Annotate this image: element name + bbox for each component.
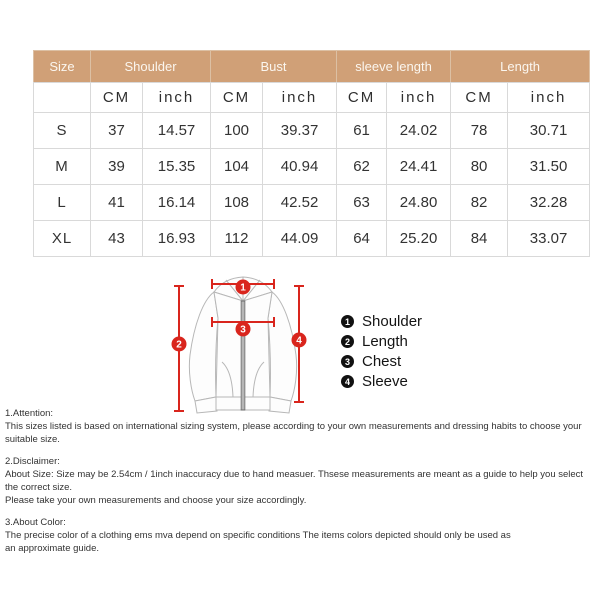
svg-text:3: 3 [240,324,246,336]
table-cell: 16.14 [143,185,211,221]
table-cell: 39 [91,149,143,185]
table-cell: 44.09 [263,221,337,257]
measure-badge-length [172,337,187,352]
size-table [33,50,590,257]
number-4-badge-icon: 4 [341,375,354,388]
table-header-row [34,51,590,83]
table-cell: 63 [337,185,387,221]
jacket-measurement-diagram [168,270,320,422]
table-cell: 61 [337,113,387,149]
unit-cell-empty [34,83,91,113]
table-row-m [34,149,590,185]
table-row-l [34,185,590,221]
svg-text:4: 4 [296,335,302,347]
number-3-badge-icon: 3 [341,355,354,368]
legend-label: Sleeve [362,373,408,390]
measurement-legend [341,312,422,392]
note-attention [5,407,597,446]
table-cell: 82 [451,185,508,221]
number-1-badge-icon: 1 [341,315,354,328]
size-label: L [34,185,91,221]
unit-cell-cm: CM [211,83,263,113]
note-text: Please take your own measurements and choose your size accordingly. [5,495,307,506]
table-cell: 15.35 [143,149,211,185]
svg-text:2: 2 [176,339,182,351]
table-row-xl [34,221,590,257]
measure-badge-shoulder [236,280,251,295]
table-cell: 112 [211,221,263,257]
notes-section [5,407,597,564]
column-header-shoulder: Shoulder [91,51,211,83]
size-label: XL [34,221,91,257]
table-unit-row [34,83,590,113]
size-label: M [34,149,91,185]
table-cell: 24.41 [387,149,451,185]
table-cell: 16.93 [143,221,211,257]
table-cell: 37 [91,113,143,149]
unit-cell-inch: inch [508,83,590,113]
note-text: This sizes listed is based on international sizing system, please according to your own measurements and dressing habits to choose your suitable size. [5,421,582,445]
unit-cell-inch: inch [143,83,211,113]
measure-badge-chest [236,322,251,337]
legend-label: Chest [362,353,402,370]
table-row-s [34,113,590,149]
table-cell: 108 [211,185,263,221]
size-label: S [34,113,91,149]
table-cell: 33.07 [508,221,590,257]
column-header-size: Size [34,51,91,83]
legend-item-length [341,332,422,351]
unit-cell-cm: CM [337,83,387,113]
table-cell: 39.37 [263,113,337,149]
unit-cell-cm: CM [451,83,508,113]
table-cell: 42.52 [263,185,337,221]
legend-item-chest [341,352,422,371]
column-header-sleeve-length: sleeve length [337,51,451,83]
table-cell: 78 [451,113,508,149]
table-cell: 40.94 [263,149,337,185]
column-header-length: Length [451,51,590,83]
table-cell: 14.57 [143,113,211,149]
table-cell: 84 [451,221,508,257]
number-2-badge-icon: 2 [341,335,354,348]
column-header-bust: Bust [211,51,337,83]
legend-item-sleeve [341,372,422,391]
note-disclaimer [5,455,597,507]
note-about-color [5,516,597,555]
table-cell: 24.80 [387,185,451,221]
jacket-diagram-svg [168,270,320,422]
jacket-zipper [241,301,245,410]
note-text: an approximate guide. [5,543,100,554]
table-cell: 62 [337,149,387,185]
note-text: About Size: Size may be 2.54cm / 1inch inaccuracy due to hand measuer. Thsese measurements are meant as a guide to help you select the correct size. [5,469,584,493]
note-heading: 2.Disclaimer: [5,456,60,467]
table-cell: 25.20 [387,221,451,257]
table-cell: 80 [451,149,508,185]
table-cell: 30.71 [508,113,590,149]
table-cell: 100 [211,113,263,149]
note-heading: 1.Attention: [5,408,54,419]
legend-label: Length [362,333,408,350]
unit-cell-inch: inch [263,83,337,113]
table-cell: 31.50 [508,149,590,185]
legend-item-shoulder [341,312,422,331]
legend-label: Shoulder [362,313,423,330]
table-cell: 32.28 [508,185,590,221]
table-cell: 41 [91,185,143,221]
svg-text:1: 1 [240,282,246,294]
unit-cell-inch: inch [387,83,451,113]
table-cell: 43 [91,221,143,257]
measure-badge-sleeve [292,333,307,348]
table-cell: 104 [211,149,263,185]
table-cell: 64 [337,221,387,257]
table-cell: 24.02 [387,113,451,149]
note-heading: 3.About Color: [5,517,66,528]
unit-cell-cm: CM [91,83,143,113]
note-text: The precise color of a clothing ems mva depend on specific conditions The items colors depicted should only be used as [5,530,511,541]
